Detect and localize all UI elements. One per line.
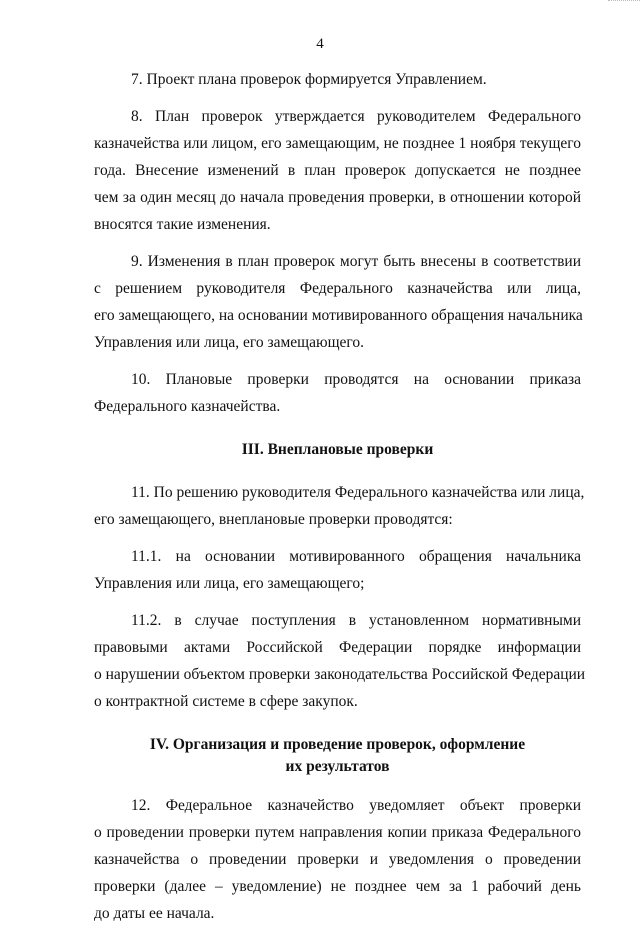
text-line: 10. Плановые проверки проводятся на основании приказа <box>131 371 581 388</box>
text-line: 12. Федеральное казначейство уведомляет объект проверки <box>131 797 581 814</box>
paragraph-11-2 <box>94 607 586 715</box>
scan-edge-mark <box>608 0 640 3</box>
paragraph-9 <box>94 248 581 356</box>
text-line: Управления или лица, его замещающего. <box>94 334 364 351</box>
text-line: о нарушении объектом проверки законодательства Российской Федерации <box>94 666 586 683</box>
heading-line: III. Внеплановые проверки <box>241 441 434 458</box>
paragraph-11 <box>94 479 585 533</box>
text-line: чем за один месяц до начала проведения проверки, в отношении которой <box>94 189 581 206</box>
text-line: его замещающего, на основании мотивированного обращения начальника <box>94 307 583 324</box>
text-line: года. Внесение изменений в план проверок допускается не позднее <box>94 162 581 179</box>
text-line: 11. По решению руководителя Федерального казначейства или лица, <box>131 484 585 501</box>
paragraph-11-1 <box>94 543 581 597</box>
text-line: с решением руководителя Федерального казначейства или лица, <box>94 280 581 297</box>
text-line: Управления или лица, его замещающего; <box>94 575 365 592</box>
paragraph-7 <box>94 66 581 93</box>
text-line: казначейства о проведении проверки и уведомления о проведении <box>94 851 581 868</box>
text-line: проверки (далее – уведомление) не позднее чем за 1 рабочий день <box>94 878 581 895</box>
text-line: Федерального казначейства. <box>94 398 281 415</box>
paragraph-12 <box>94 792 581 927</box>
text-line: 9. Изменения в план проверок могут быть внесены в соответствии <box>131 253 581 270</box>
page-number: 4 <box>316 36 324 52</box>
heading-line: их результатов <box>285 758 390 775</box>
text-line: 7. Проект плана проверок формируется Управлением. <box>131 71 487 88</box>
text-line: правовыми актами Российской Федерации порядке информации <box>94 639 581 656</box>
paragraph-10 <box>94 366 581 420</box>
paragraph-8 <box>94 103 581 238</box>
text-line: казначейства или лицом, его замещающим, не позднее 1 ноября текущего <box>94 135 581 152</box>
text-line: вносятся такие изменения. <box>94 216 271 233</box>
text-line: о проведении проверки путем направления копии приказа Федерального <box>94 824 581 841</box>
document-body <box>94 66 586 928</box>
section-heading-3 <box>94 439 581 461</box>
text-line: 11.2. в случае поступления в установленном нормативными <box>131 612 581 629</box>
section-heading-4 <box>94 734 581 778</box>
text-line: до даты ее начала. <box>94 905 215 922</box>
text-line: 11.1. на основании мотивированного обращения начальника <box>131 548 581 565</box>
text-line: 8. План проверок утверждается руководителем Федерального <box>131 108 581 125</box>
heading-line: IV. Организация и проведение проверок, оформление <box>149 736 526 753</box>
text-line: о контрактной системе в сфере закупок. <box>94 693 358 710</box>
text-line: его замещающего, внеплановые проверки проводятся: <box>94 511 453 528</box>
